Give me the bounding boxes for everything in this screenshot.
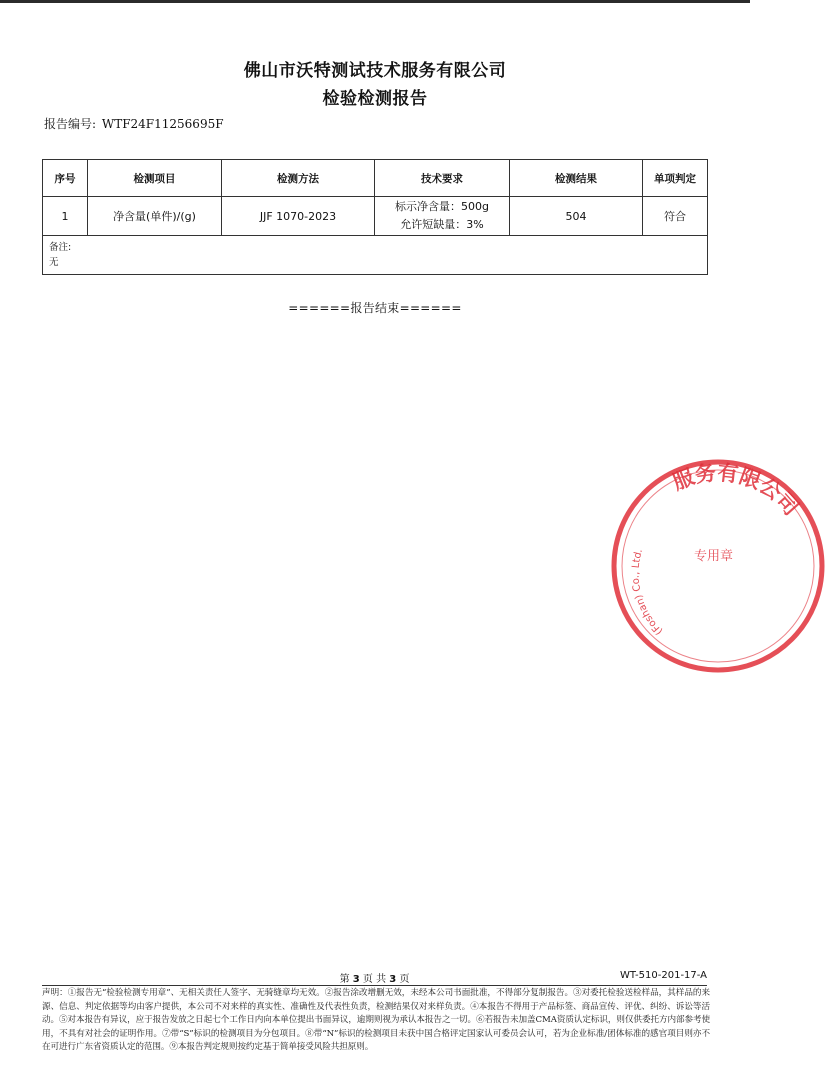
cell-index: 1 [43, 197, 88, 236]
company-seal-stamp [608, 456, 828, 676]
cell-requirement [375, 197, 510, 236]
page-total: 3 [389, 974, 397, 985]
company-name: 佛山市沃特测试技术服务有限公司 [243, 61, 507, 81]
svg-text:服务有限公司 [669, 461, 803, 520]
document-title: 检验检测报告 [322, 89, 428, 109]
table-header-row [43, 160, 708, 197]
report-number [42, 115, 224, 132]
col-header-result: 检测结果 [510, 160, 643, 197]
col-header-item: 检测项目 [88, 160, 222, 197]
svg-text:(Foshan) Co., Ltd. [631, 548, 665, 637]
footer-divider [42, 985, 707, 986]
disclaimer-text: 声明：①报告无“检验检测专用章”、无相关责任人签字、无骑缝章均无效。②报告涂改增删无效，未经本公司书面批准，不得部分复制报告。③对委托检验送检样品，其样品的来源、信息、判定依据等均由客户提供，本公司不对来样的真实性、准确性及代表性负责，检测结果仅对来样负责。④本报告不得用于产品标签、商品宣传、评优、纠纷、诉讼等活动。⑤对本报告有异议，应于报告发放之日起七个工作日内向本单位提出书面异议，逾期则视为承认本报告之一切。⑥若报告未加盖CMA资质认定标识，则仅供委托方内部参考使用，不具有对社会的证明作用。⑦带“S”标识的检测项目为分包项目。⑧带“N”标识的检测项目未获中国合格评定国家认可委员会认可，若为企业标准/团体标准的感官项目则亦不在可进行广东省资质认定的范围。⑨本报告判定规则按约定基于简单接受风险共担原则。 [42, 988, 710, 1053]
footer-meta [42, 970, 707, 984]
results-table [42, 159, 708, 275]
form-code: WT-510-201-17-A [619, 970, 707, 981]
col-header-judgement: 单项判定 [643, 160, 708, 197]
report-end-marker: ======报告结束====== [288, 301, 462, 315]
report-number-value: WTF24F11256695F [101, 117, 224, 131]
cell-judgement: 符合 [643, 197, 708, 236]
remarks-label: 备注: [49, 242, 72, 253]
requirement-line-2: 允许短缺量：3% [400, 218, 484, 231]
table-row [43, 197, 708, 236]
seal-subtext: 专用章 [694, 549, 734, 564]
remarks-cell [43, 236, 708, 275]
remarks-value: 无 [49, 257, 59, 268]
cell-result: 504 [510, 197, 643, 236]
report-number-label: 报告编号: [44, 117, 97, 131]
col-header-method: 检测方法 [222, 160, 375, 197]
requirement-line-1: 标示净含量：500g [395, 200, 489, 213]
top-border [0, 0, 750, 3]
cell-item: 净含量(单件)/(g) [88, 197, 222, 236]
cell-method: JJF 1070-2023 [222, 197, 375, 236]
col-header-requirement: 技术要求 [375, 160, 510, 197]
page-indicator: 第 3 页 共 3 页 [339, 974, 410, 985]
col-header-index: 序号 [43, 160, 88, 197]
seal-english: (Foshan) Co., Ltd. [630, 547, 666, 637]
seal-text: 服务有限公司 [669, 460, 804, 520]
remarks-row [43, 236, 708, 275]
page-current: 3 [352, 974, 360, 985]
